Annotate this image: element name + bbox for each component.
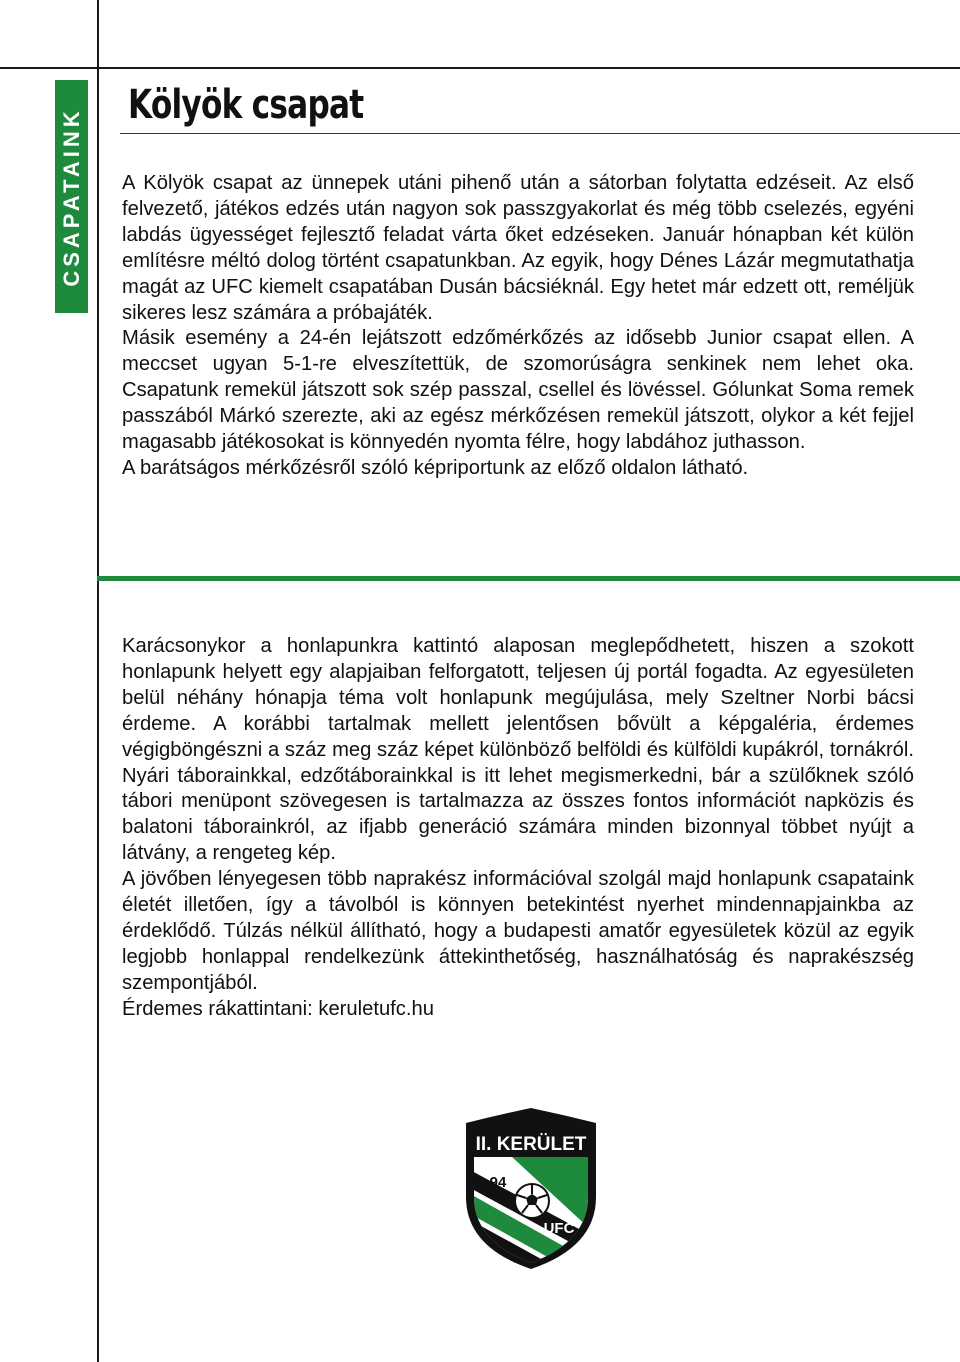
section-tab <box>55 80 88 313</box>
crest-abbr: UFC <box>543 1220 575 1237</box>
article-title: Kölyök csapat <box>128 82 364 128</box>
article-paragraph: Karácsonykor a honlapunkra kattintó alaposan meglepődhetett, hiszen a szokott honlapunk helyett egy alapjaiban felforgatott, teljesen új portál fogadta. Az egyesületen belül néhány hónapja téma volt honlapunk megújulása, mely Szeltner Norbi bácsi érdeme. A korábbi tartalmak mellett jelentősen bővült a képgaléria, érdemes végigböngészni a száz meg száz képet különböző belföldi és külföldi kupákról, tornákról. Nyári táborainkkal, edzőtáborainkkal is itt lehet megismerkedni, bár a szülőknek szóló tábori menüpont szövegesen is tartalmazza az összes fontos információt napközis és balatoni táborainkról, az ifjabb generáció számára minden bizonnyal többet nyújt a látvány, a rengeteg kép. <box>122 635 914 865</box>
article-paragraph: A jövőben lényegesen több naprakész információval szolgál majd honlapunk csapataink életét illetően, így a távolból is könnyen betekintést nyerhet mindennapjainkba az érdeklődő. Túlzás nélkül állítható, hogy a budapesti amatőr egyesületek közül az egyik legjobb honlappal rendelkezünk áttekinthetőség, használhatóság és naprakészség szempontjából. <box>122 868 914 994</box>
crest-year: 94 <box>489 1174 507 1191</box>
section-divider <box>97 576 960 581</box>
article-kolyok-csapat <box>122 171 914 482</box>
club-crest-icon <box>462 1105 600 1269</box>
title-underline <box>120 133 960 134</box>
article-paragraph: A Kölyök csapat az ünnepek utáni pihenő után a sátorban folytatta edzéseit. Az első felvezető, játékos edzés után nagyon sok passzgyakorlat és még több cselezés, egyéni labdás ügyességet fejlesztő feladat várta őket edzéseken. Január hónapban két külön említésre méltó dolog történt csapatunkban. Az egyik, hogy Dénes Lázár megmutathatja magát az UFC kiemelt csapatában Dusán bácsiéknál. Egy hetet már edzett ott, reméljük sikeres lesz számára a próbajáték. <box>122 172 914 324</box>
page-frame-top-line <box>0 67 960 69</box>
article-paragraph: Másik esemény a 24-én lejátszott edzőmérkőzés az idősebb Junior csapat ellen. A meccset ugyan 5-1-re elveszítettük, de szomorúságra senkinek nem lehet oka. Csapatunk remekül játszott sok szép passzal, csellel és lövéssel. Gólunkat Soma remek passzából Márkó szerezte, aki az egész mérkőzésen remekül játszott, olykor a két fejjel magasabb játékosokat is könnyedén nyomta félre, hogy labdához juthasson. <box>122 327 914 454</box>
section-tab-label: CSAPATAINK <box>58 106 84 287</box>
article-paragraph: A barátságos mérkőzésről szóló képriportunk az előző oldalon látható. <box>122 456 749 479</box>
article-honlap <box>122 634 914 1023</box>
article-paragraph: Érdemes rákattintani: keruletufc.hu <box>122 997 434 1020</box>
crest-title: II. KERÜLET <box>475 1134 587 1155</box>
page-frame-vertical-line <box>97 0 99 1362</box>
